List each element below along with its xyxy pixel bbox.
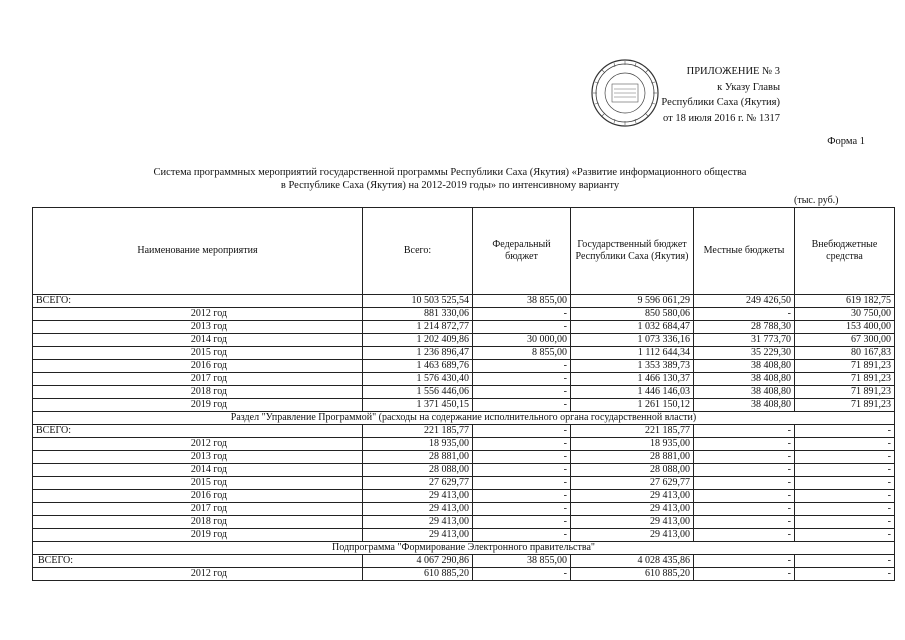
- section-title: Раздел "Управление Программой" (расходы на содержание исполнительного органа государственной власти): [33, 412, 895, 425]
- cell-offbudget: 71 891,23: [795, 386, 895, 399]
- cell-total: 10 503 525,54: [363, 295, 473, 308]
- appendix-line: к Указу Главы: [717, 81, 780, 93]
- cell-federal: -: [473, 490, 571, 503]
- appendix-block: [640, 64, 780, 126]
- cell-name: 2014 год: [33, 334, 363, 347]
- cell-offbudget: -: [795, 477, 895, 490]
- cell-federal: -: [473, 386, 571, 399]
- section-row: [33, 412, 895, 425]
- cell-state: 27 629,77: [571, 477, 694, 490]
- cell-total: 1 214 872,77: [363, 321, 473, 334]
- cell-name: 2019 год: [33, 399, 363, 412]
- document-title: [100, 166, 800, 192]
- cell-state: 1 466 130,37: [571, 373, 694, 386]
- cell-offbudget: -: [795, 516, 895, 529]
- year-row: [33, 438, 895, 451]
- cell-total: 29 413,00: [363, 490, 473, 503]
- year-row: [33, 503, 895, 516]
- cell-total: 1 463 689,76: [363, 360, 473, 373]
- year-row: [33, 490, 895, 503]
- year-row: [33, 386, 895, 399]
- cell-local: -: [694, 503, 795, 516]
- cell-name: 2018 год: [33, 386, 363, 399]
- column-header-state: Государственный бюджет Республики Саха (Якутия): [571, 208, 694, 295]
- cell-total: 1 236 896,47: [363, 347, 473, 360]
- cell-state: 1 073 336,16: [571, 334, 694, 347]
- cell-offbudget: -: [795, 529, 895, 542]
- cell-local: 38 408,80: [694, 360, 795, 373]
- cell-local: -: [694, 568, 795, 581]
- cell-total: 610 885,20: [363, 568, 473, 581]
- title-line: Система программных мероприятий государственной программы Республики Саха (Якутия) «Развитие информационного общества: [153, 167, 747, 178]
- year-row: [33, 464, 895, 477]
- cell-total: 1 576 430,40: [363, 373, 473, 386]
- cell-total: 27 629,77: [363, 477, 473, 490]
- column-header-local: Местные бюджеты: [694, 208, 795, 295]
- cell-state: 610 885,20: [571, 568, 694, 581]
- cell-local: 28 788,30: [694, 321, 795, 334]
- form-label: Форма 1: [827, 136, 865, 147]
- year-row: [33, 568, 895, 581]
- cell-name: 2016 год: [33, 360, 363, 373]
- cell-federal: 38 855,00: [473, 555, 571, 568]
- cell-state: 29 413,00: [571, 503, 694, 516]
- cell-total: 221 185,77: [363, 425, 473, 438]
- units-label: (тыс. руб.): [794, 195, 839, 206]
- cell-offbudget: -: [795, 568, 895, 581]
- cell-name: 2015 год: [33, 347, 363, 360]
- cell-name: ВСЕГО:: [33, 425, 363, 438]
- cell-federal: -: [473, 529, 571, 542]
- appendix-line: от 18 июля 2016 г. № 1317: [663, 112, 780, 124]
- cell-offbudget: -: [795, 438, 895, 451]
- cell-offbudget: 71 891,23: [795, 373, 895, 386]
- cell-federal: -: [473, 321, 571, 334]
- cell-state: 28 088,00: [571, 464, 694, 477]
- cell-state: 1 353 389,73: [571, 360, 694, 373]
- total-row: [33, 295, 895, 308]
- year-row: [33, 477, 895, 490]
- cell-federal: -: [473, 373, 571, 386]
- total-row: [33, 555, 895, 568]
- cell-federal: 8 855,00: [473, 347, 571, 360]
- cell-name: 2012 год: [33, 308, 363, 321]
- cell-total: 28 881,00: [363, 451, 473, 464]
- year-row: [33, 321, 895, 334]
- cell-state: 18 935,00: [571, 438, 694, 451]
- cell-name: 2015 год: [33, 477, 363, 490]
- cell-name: 2017 год: [33, 503, 363, 516]
- title-line: в Республике Саха (Якутия) на 2012-2019 годы» по интенсивному варианту: [280, 180, 620, 191]
- cell-offbudget: -: [795, 503, 895, 516]
- year-row: [33, 373, 895, 386]
- cell-state: 9 596 061,29: [571, 295, 694, 308]
- cell-offbudget: -: [795, 464, 895, 477]
- column-header-federal: Федеральный бюджет: [473, 208, 571, 295]
- cell-name: 2012 год: [33, 568, 363, 581]
- cell-name: 2016 год: [33, 490, 363, 503]
- cell-state: 1 032 684,47: [571, 321, 694, 334]
- cell-total: 881 330,06: [363, 308, 473, 321]
- cell-name: 2013 год: [33, 321, 363, 334]
- cell-offbudget: 71 891,23: [795, 360, 895, 373]
- year-row: [33, 334, 895, 347]
- cell-offbudget: -: [795, 490, 895, 503]
- year-row: [33, 516, 895, 529]
- cell-federal: -: [473, 503, 571, 516]
- cell-local: 249 426,50: [694, 295, 795, 308]
- cell-local: -: [694, 529, 795, 542]
- cell-offbudget: 619 182,75: [795, 295, 895, 308]
- cell-federal: -: [473, 477, 571, 490]
- section-title: Подпрограмма "Формирование Электронного правительства": [33, 542, 895, 555]
- cell-total: 29 413,00: [363, 529, 473, 542]
- appendix-line: Республики Саха (Якутия): [661, 97, 780, 108]
- cell-federal: -: [473, 360, 571, 373]
- cell-local: -: [694, 308, 795, 321]
- cell-state: 221 185,77: [571, 425, 694, 438]
- cell-federal: -: [473, 425, 571, 438]
- cell-name: 2019 год: [33, 529, 363, 542]
- cell-offbudget: 71 891,23: [795, 399, 895, 412]
- column-header-name: Наименование мероприятия: [33, 208, 363, 295]
- cell-total: 29 413,00: [363, 503, 473, 516]
- year-row: [33, 529, 895, 542]
- year-row: [33, 360, 895, 373]
- cell-name: ВСЕГО:: [33, 295, 363, 308]
- year-row: [33, 308, 895, 321]
- cell-offbudget: -: [795, 555, 895, 568]
- cell-name: 2013 год: [33, 451, 363, 464]
- cell-local: 38 408,80: [694, 386, 795, 399]
- cell-state: 850 580,06: [571, 308, 694, 321]
- cell-total: 1 371 450,15: [363, 399, 473, 412]
- cell-local: -: [694, 425, 795, 438]
- cell-local: -: [694, 490, 795, 503]
- cell-federal: -: [473, 568, 571, 581]
- cell-state: 29 413,00: [571, 490, 694, 503]
- table-header-row: [33, 208, 895, 295]
- cell-federal: 38 855,00: [473, 295, 571, 308]
- cell-name: 2018 год: [33, 516, 363, 529]
- cell-local: 38 408,80: [694, 399, 795, 412]
- cell-offbudget: 153 400,00: [795, 321, 895, 334]
- cell-local: -: [694, 451, 795, 464]
- section-row: [33, 542, 895, 555]
- cell-total: 29 413,00: [363, 516, 473, 529]
- cell-local: -: [694, 555, 795, 568]
- cell-state: 29 413,00: [571, 529, 694, 542]
- cell-state: 4 028 435,86: [571, 555, 694, 568]
- appendix-line: ПРИЛОЖЕНИЕ № 3: [686, 66, 780, 77]
- cell-local: 35 229,30: [694, 347, 795, 360]
- column-header-offbudget: Внебюджетные средства: [795, 208, 895, 295]
- cell-federal: -: [473, 516, 571, 529]
- cell-offbudget: -: [795, 451, 895, 464]
- cell-total: 1 202 409,86: [363, 334, 473, 347]
- cell-local: 31 773,70: [694, 334, 795, 347]
- cell-name: 2012 год: [33, 438, 363, 451]
- cell-local: -: [694, 438, 795, 451]
- cell-name: ВСЕГО:: [33, 555, 363, 568]
- cell-offbudget: 80 167,83: [795, 347, 895, 360]
- cell-offbudget: 30 750,00: [795, 308, 895, 321]
- cell-local: 38 408,80: [694, 373, 795, 386]
- year-row: [33, 451, 895, 464]
- cell-federal: -: [473, 464, 571, 477]
- budget-table: [32, 207, 895, 581]
- cell-federal: -: [473, 451, 571, 464]
- cell-offbudget: -: [795, 425, 895, 438]
- total-row: [33, 425, 895, 438]
- cell-offbudget: 67 300,00: [795, 334, 895, 347]
- cell-federal: -: [473, 438, 571, 451]
- column-header-total: Всего:: [363, 208, 473, 295]
- cell-state: 28 881,00: [571, 451, 694, 464]
- cell-local: -: [694, 477, 795, 490]
- cell-state: 29 413,00: [571, 516, 694, 529]
- cell-federal: -: [473, 399, 571, 412]
- cell-name: 2014 год: [33, 464, 363, 477]
- year-row: [33, 399, 895, 412]
- cell-federal: -: [473, 308, 571, 321]
- cell-state: 1 446 146,03: [571, 386, 694, 399]
- cell-federal: 30 000,00: [473, 334, 571, 347]
- cell-local: -: [694, 464, 795, 477]
- cell-local: -: [694, 516, 795, 529]
- cell-state: 1 112 644,34: [571, 347, 694, 360]
- cell-name: 2017 год: [33, 373, 363, 386]
- cell-total: 18 935,00: [363, 438, 473, 451]
- cell-total: 4 067 290,86: [363, 555, 473, 568]
- cell-state: 1 261 150,12: [571, 399, 694, 412]
- cell-total: 1 556 446,06: [363, 386, 473, 399]
- year-row: [33, 347, 895, 360]
- cell-total: 28 088,00: [363, 464, 473, 477]
